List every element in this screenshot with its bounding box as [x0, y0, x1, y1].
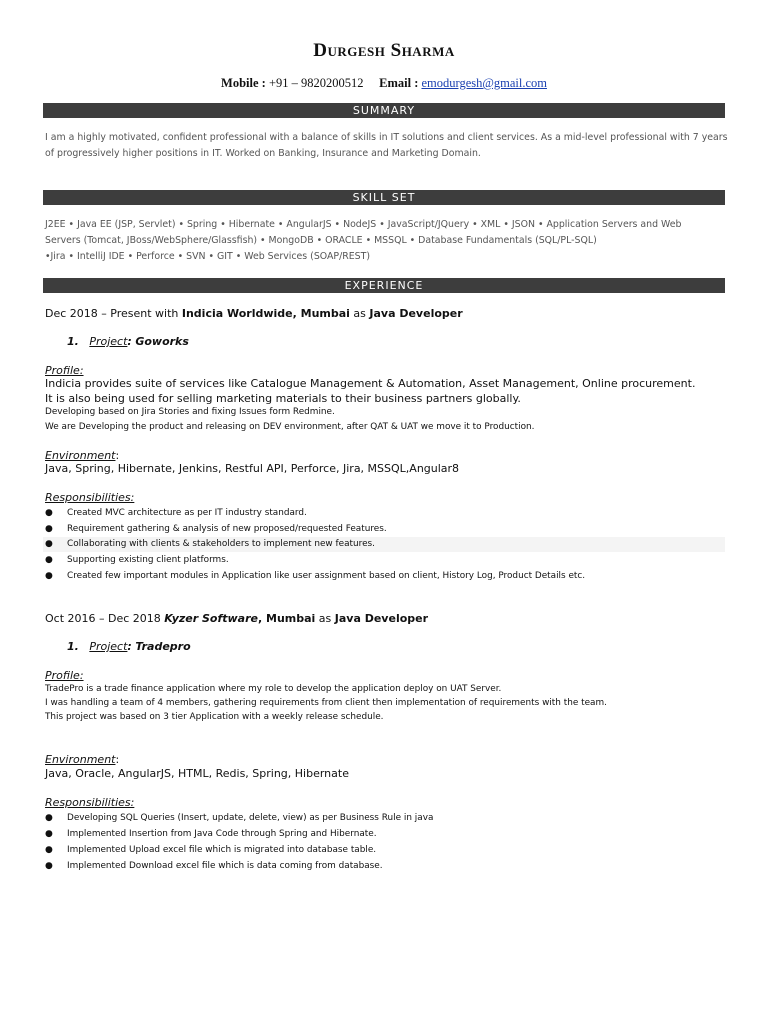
job-as: as: [349, 307, 370, 320]
profile-line: Indicia provides suite of services like Catalogue Management & Automation, Asset Management, Online procurement.: [45, 377, 696, 390]
job-company: Kyzer Software: [164, 612, 258, 625]
bullet-icon: ●: [45, 508, 53, 518]
responsibilities-label: Responsibilities:: [45, 796, 135, 809]
experience-heading: EXPERIENCE: [43, 278, 725, 293]
job-title-line: [45, 612, 428, 625]
bullet-icon: ●: [45, 539, 53, 549]
bullet-icon: ●: [45, 845, 53, 855]
environment-colon: :: [115, 449, 120, 462]
job-as: as: [315, 612, 335, 625]
list-item: ● Supporting existing client platforms.: [45, 555, 229, 565]
job-period: Oct 2016 – Dec 2018: [45, 612, 165, 625]
email-label: Email :: [379, 76, 419, 90]
summary-text: [45, 130, 735, 162]
bullet-icon: ●: [45, 813, 53, 823]
project-heading: [67, 640, 191, 653]
responsibilities-label: Responsibilities:: [45, 491, 135, 504]
list-item: ● Collaborating with clients & stakeholders to implement new features.: [45, 539, 376, 549]
project-label: Project: [89, 640, 128, 653]
list-item: ● Implemented Download excel file which is data coming from database.: [45, 861, 383, 871]
bullet-icon: ●: [45, 524, 53, 534]
job-company: Indicia Worldwide, Mumbai: [181, 307, 350, 320]
profile-line: Developing based on Jira Stories and fixing Issues form Redmine.: [45, 407, 335, 417]
list-item: ● Created few important modules in Application like user assignment based on client, History Log, Product Details etc.: [45, 571, 586, 581]
list-item: ● Requirement gathering & analysis of new proposed/requested Features.: [45, 524, 387, 534]
skillset-text: [45, 217, 735, 265]
list-item: ● Created MVC architecture as per IT industry standard.: [45, 508, 307, 518]
list-item: ● Developing SQL Queries (Insert, update, delete, view) as per Business Rule in java: [45, 813, 434, 823]
project-name: Goworks: [135, 335, 189, 348]
profile-label: Profile:: [45, 364, 84, 377]
job-title-line: [45, 307, 463, 320]
environment-heading: [45, 449, 119, 462]
project-heading: [67, 335, 189, 348]
bullet-icon: ●: [45, 861, 53, 871]
environment-heading: [45, 753, 119, 766]
profile-line: We are Developing the product and releasing on DEV environment, after QAT & UAT we move it to Production.: [45, 422, 535, 432]
email-link[interactable]: emodurgesh@gmail.com: [421, 76, 547, 90]
profile-line: This project was based on 3 tier Application with a weekly release schedule.: [45, 712, 384, 722]
skillset-heading: SKILL SET: [43, 190, 725, 205]
candidate-name: Durgesh Sharma: [313, 40, 455, 61]
profile-line: I was handling a team of 4 members, gathering requirements from client then implementation of requirements with the team.: [45, 698, 607, 708]
project-number: 1.: [67, 335, 79, 348]
bullet-icon: ●: [45, 571, 53, 581]
skill-line: •Jira • IntelliJ IDE • Perforce • SVN • GIT • Web Services (SOAP/REST): [45, 251, 370, 262]
bullet-icon: ●: [45, 555, 53, 565]
summary-heading: SUMMARY: [43, 103, 725, 118]
skill-line: Servers (Tomcat, JBoss/WebSphere/Glassfish) • MongoDB • ORACLE • MSSQL • Database Fundamentals (SQL/PL-SQL): [45, 235, 597, 246]
profile-line: TradePro is a trade finance application where my role to develop the application deploy on UAT Server.: [45, 684, 502, 694]
summary-line: I am a highly motivated, confident professional with a balance of skills in IT solutions and client services. As a mid-level professional with 7 years: [45, 132, 728, 143]
project-number: 1.: [67, 640, 79, 653]
environment-colon: :: [115, 753, 120, 766]
bullet-icon: ●: [45, 829, 53, 839]
job-role: Java Developer: [369, 307, 463, 320]
summary-line: of progressively higher positions in IT. Worked on Banking, Insurance and Marketing Domain.: [45, 148, 481, 159]
project-colon: :: [127, 335, 132, 348]
list-item: ● Implemented Upload excel file which is migrated into database table.: [45, 845, 377, 855]
mobile-value: +91 – 9820200512: [268, 76, 364, 90]
environment-label: Environment: [45, 753, 116, 766]
profile-label: Profile:: [45, 669, 84, 682]
project-name: Tradepro: [135, 640, 191, 653]
environment-label: Environment: [45, 449, 116, 462]
list-item: ● Implemented Insertion from Java Code through Spring and Hibernate.: [45, 829, 377, 839]
job-period: Dec 2018 – Present with: [45, 307, 182, 320]
project-colon: :: [127, 640, 132, 653]
profile-line: It is also being used for selling marketing materials to their business partners globally.: [45, 392, 521, 405]
job-company-location: , Mumbai: [257, 612, 316, 625]
contact-line: [0, 76, 768, 91]
environment-text: Java, Oracle, AngularJS, HTML, Redis, Spring, Hibernate: [45, 767, 349, 780]
environment-text: Java, Spring, Hibernate, Jenkins, Restful API, Perforce, Jira, MSSQL,Angular8: [45, 462, 460, 475]
mobile-label: Mobile :: [221, 76, 266, 90]
project-label: Project: [89, 335, 128, 348]
skill-line: J2EE • Java EE (JSP, Servlet) • Spring • Hibernate • AngularJS • NodeJS • JavaScript/JQuery • XML • JSON • Application Servers and Web: [45, 219, 682, 230]
job-role: Java Developer: [334, 612, 429, 625]
